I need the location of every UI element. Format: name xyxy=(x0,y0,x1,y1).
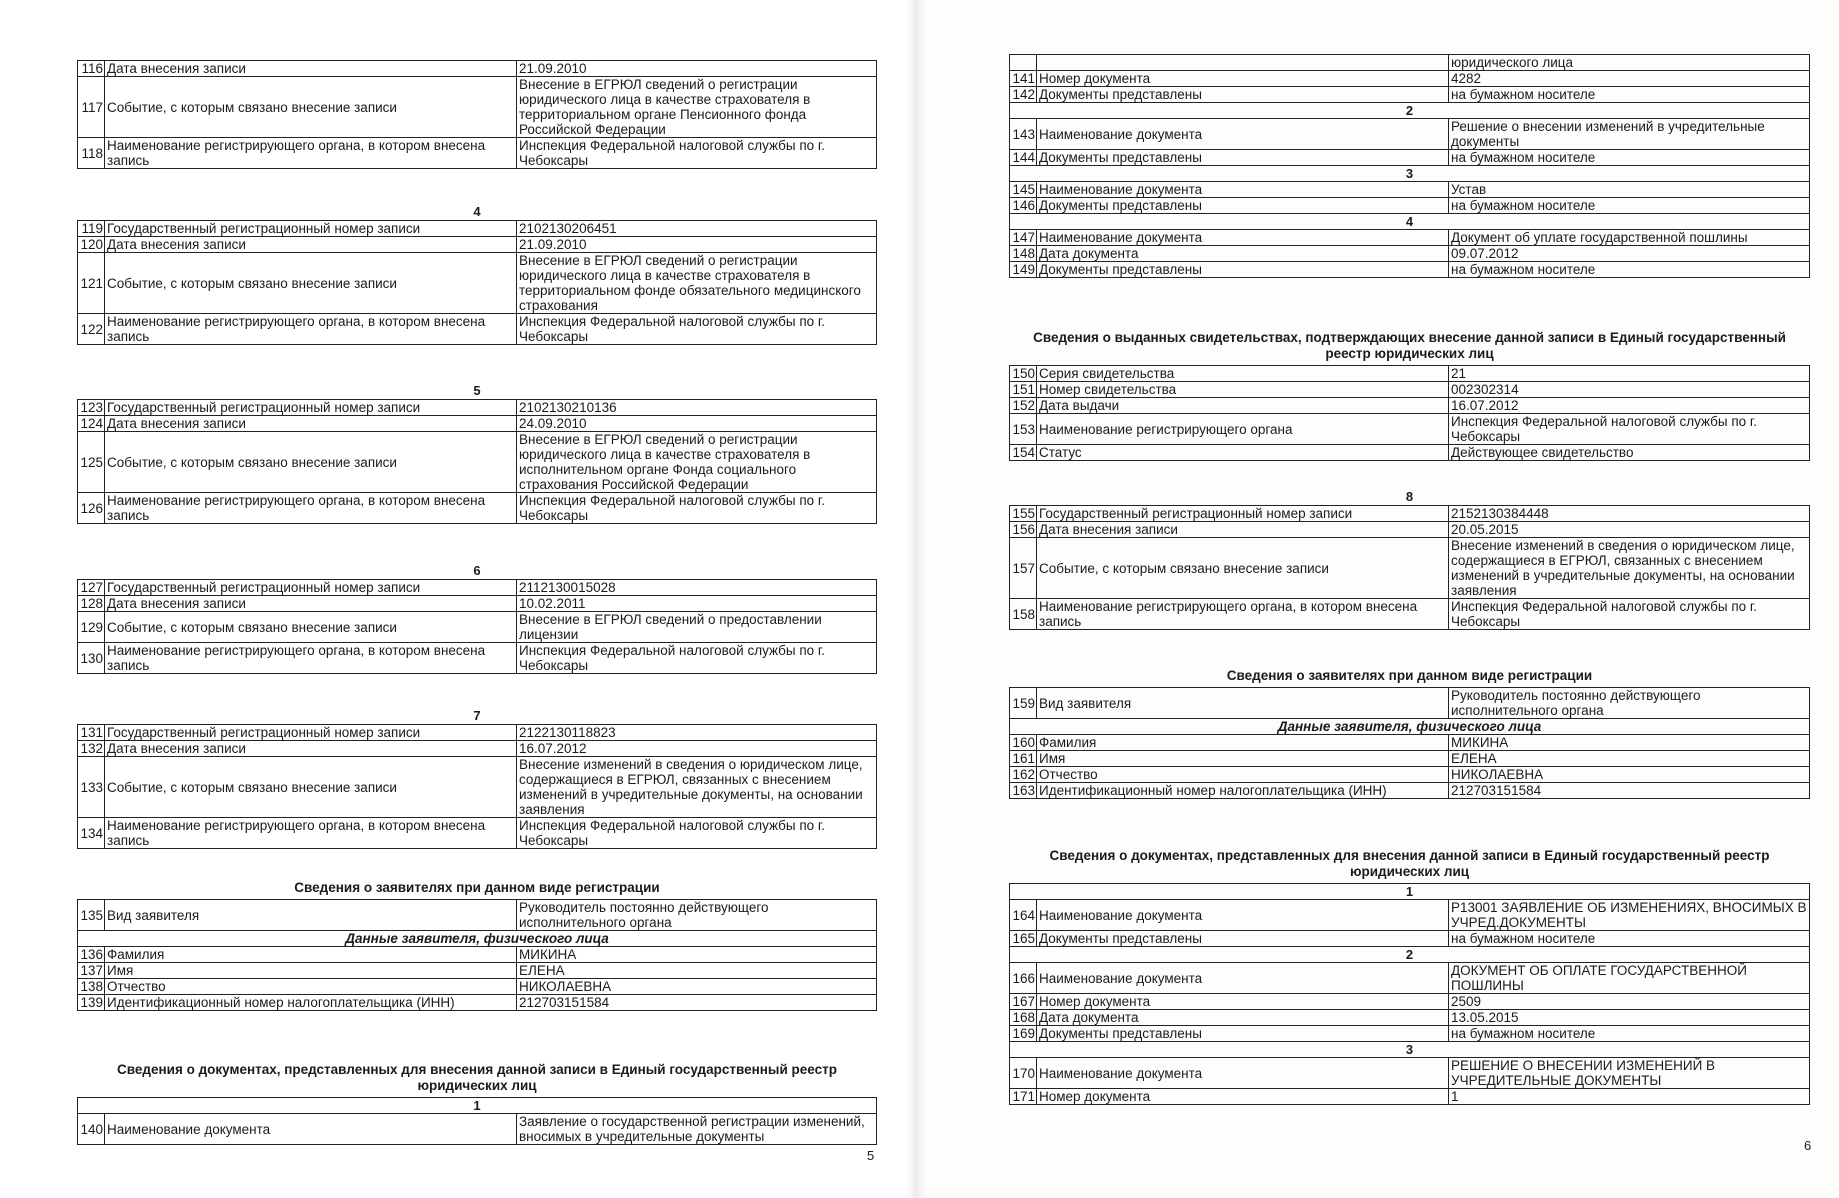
table-row xyxy=(78,314,877,345)
table-row xyxy=(1010,119,1810,150)
table-row xyxy=(78,757,877,818)
field-name: Государственный регистрационный номер записи xyxy=(105,725,517,741)
field-value: 2152130384448 xyxy=(1449,506,1810,522)
field-name: Отчество xyxy=(1037,767,1449,783)
table-row xyxy=(1010,963,1810,994)
page-number: 5 xyxy=(867,1148,875,1163)
record-block xyxy=(77,204,877,345)
field-name: Государственный регистрационный номер записи xyxy=(105,580,517,596)
record-section-number: 4 xyxy=(473,204,481,219)
field-name: Дата внесения записи xyxy=(105,416,517,432)
field-name: Наименование регистрирующего органа, в котором внесена запись xyxy=(105,493,517,524)
field-value: 10.02.2011 xyxy=(517,596,877,612)
row-number: 155 xyxy=(1010,506,1037,522)
table-row xyxy=(1010,103,1810,119)
field-value: Внесение изменений в сведения о юридическом лице, содержащиеся в ЕГРЮЛ, связанных с внесением изменений в учредительные документы, на основании заявления xyxy=(1449,538,1810,599)
page-number: 6 xyxy=(1804,1138,1812,1153)
field-value: 2102130206451 xyxy=(517,221,877,237)
document-number-row: 3 xyxy=(1010,166,1810,182)
table-row xyxy=(1010,1010,1810,1026)
field-value: НИКОЛАЕВНА xyxy=(517,979,877,995)
record-block xyxy=(1009,330,1810,461)
table-row xyxy=(1010,71,1810,87)
row-number: 121 xyxy=(78,253,105,314)
record-table xyxy=(77,899,877,1011)
field-value: 2509 xyxy=(1449,994,1810,1010)
field-value: 13.05.2015 xyxy=(1449,1010,1810,1026)
section-heading: Сведения о заявителях при данном виде регистрации xyxy=(294,880,660,895)
row-number: 130 xyxy=(78,643,105,674)
field-value: ЕЛЕНА xyxy=(1449,751,1810,767)
field-name: Дата внесения записи xyxy=(105,237,517,253)
row-number: 140 xyxy=(78,1114,105,1145)
table-row xyxy=(1010,366,1810,382)
field-name xyxy=(1037,55,1449,71)
field-value: Руководитель постоянно действующего исполнительного органа xyxy=(517,900,877,931)
record-table xyxy=(1009,365,1810,461)
row-number: 154 xyxy=(1010,445,1037,461)
field-name: Наименование документа xyxy=(1037,230,1449,246)
table-row xyxy=(78,818,877,849)
table-row xyxy=(1010,87,1810,103)
table-row xyxy=(1010,1089,1810,1105)
field-name: Государственный регистрационный номер записи xyxy=(105,221,517,237)
field-name: Документы представлены xyxy=(1037,150,1449,166)
field-value: Документ об уплате государственной пошлины xyxy=(1449,230,1810,246)
row-number: 133 xyxy=(78,757,105,818)
table-row xyxy=(78,979,877,995)
field-name: Серия свидетельства xyxy=(1037,366,1449,382)
table-row xyxy=(78,580,877,596)
row-number: 145 xyxy=(1010,182,1037,198)
table-row xyxy=(78,725,877,741)
row-number: 160 xyxy=(1010,735,1037,751)
table-row xyxy=(78,612,877,643)
row-number: 143 xyxy=(1010,119,1037,150)
field-name: Документы представлены xyxy=(1037,262,1449,278)
record-table xyxy=(77,579,877,674)
table-row xyxy=(78,416,877,432)
applicant-subheading: Данные заявителя, физического лица xyxy=(1010,719,1810,735)
row-number: 163 xyxy=(1010,783,1037,799)
record-block xyxy=(1009,489,1810,630)
field-name: Отчество xyxy=(105,979,517,995)
table-row xyxy=(1010,751,1810,767)
field-value: Р13001 ЗАЯВЛЕНИЕ ОБ ИЗМЕНЕНИЯХ, ВНОСИМЫХ В УЧРЕД.ДОКУМЕНТЫ xyxy=(1449,900,1810,931)
table-row xyxy=(1010,262,1810,278)
field-name: Вид заявителя xyxy=(105,900,517,931)
row-number: 142 xyxy=(1010,87,1037,103)
row-number: 117 xyxy=(78,77,105,138)
field-value: Инспекция Федеральной налоговой службы по г. Чебоксары xyxy=(517,138,877,169)
row-number: 118 xyxy=(78,138,105,169)
field-value: Инспекция Федеральной налоговой службы по г. Чебоксары xyxy=(1449,599,1810,630)
field-value: 21.09.2010 xyxy=(517,61,877,77)
record-table xyxy=(1009,687,1810,799)
field-value: 4282 xyxy=(1449,71,1810,87)
row-number: 127 xyxy=(78,580,105,596)
field-name: Имя xyxy=(1037,751,1449,767)
row-number: 147 xyxy=(1010,230,1037,246)
table-row xyxy=(1010,166,1810,182)
document-number-row: 4 xyxy=(1010,214,1810,230)
table-row xyxy=(1010,230,1810,246)
field-name: Событие, с которым связано внесение записи xyxy=(105,77,517,138)
field-value: на бумажном носителе xyxy=(1449,87,1810,103)
row-number: 129 xyxy=(78,612,105,643)
row-number: 137 xyxy=(78,963,105,979)
record-table xyxy=(77,399,877,524)
record-block xyxy=(1009,54,1810,278)
table-row xyxy=(78,138,877,169)
row-number: 168 xyxy=(1010,1010,1037,1026)
right-page xyxy=(916,0,1839,1198)
field-name: Дата внесения записи xyxy=(105,596,517,612)
record-block xyxy=(1009,848,1810,1105)
row-number: 136 xyxy=(78,947,105,963)
field-value: Заявление о государственной регистрации изменений, вносимых в учредительные документы xyxy=(517,1114,877,1145)
field-value: на бумажном носителе xyxy=(1449,931,1810,947)
document-number-row: 1 xyxy=(78,1098,877,1114)
field-name: Государственный регистрационный номер записи xyxy=(105,400,517,416)
field-name: Наименование документа xyxy=(1037,182,1449,198)
field-value: Внесение в ЕГРЮЛ сведений о регистрации юридического лица в качестве страхователя в территориальном фонде обязательного медицинского страхования xyxy=(517,253,877,314)
record-block xyxy=(77,383,877,524)
record-block xyxy=(77,60,877,169)
field-name: Событие, с которым связано внесение записи xyxy=(105,432,517,493)
row-number: 159 xyxy=(1010,688,1037,719)
field-value: на бумажном носителе xyxy=(1449,1026,1810,1042)
field-value: 2102130210136 xyxy=(517,400,877,416)
table-row xyxy=(1010,506,1810,522)
left-page xyxy=(0,0,916,1198)
section-heading: Сведения о документах, представленных для внесения данной записи в Единый государственный реестр юридических лиц xyxy=(117,1062,837,1093)
row-number: 148 xyxy=(1010,246,1037,262)
field-name: Событие, с которым связано внесение записи xyxy=(105,612,517,643)
field-name: Идентификационный номер налогоплательщика (ИНН) xyxy=(1037,783,1449,799)
field-name: Дата внесения записи xyxy=(1037,522,1449,538)
table-row xyxy=(78,741,877,757)
field-value: Инспекция Федеральной налоговой службы по г. Чебоксары xyxy=(1449,414,1810,445)
record-table xyxy=(77,60,877,169)
table-row xyxy=(1010,719,1810,735)
row-number: 120 xyxy=(78,237,105,253)
field-value: Внесение изменений в сведения о юридическом лице, содержащиеся в ЕГРЮЛ, связанных с внесением изменений в учредительные документы, на основании заявления xyxy=(517,757,877,818)
field-value: Инспекция Федеральной налоговой службы по г. Чебоксары xyxy=(517,493,877,524)
field-value: 24.09.2010 xyxy=(517,416,877,432)
table-row xyxy=(1010,55,1810,71)
table-row xyxy=(1010,1042,1810,1058)
field-value: МИКИНА xyxy=(1449,735,1810,751)
field-name: Наименование документа xyxy=(105,1114,517,1145)
table-row xyxy=(78,900,877,931)
field-name: Имя xyxy=(105,963,517,979)
table-row xyxy=(1010,599,1810,630)
field-value: МИКИНА xyxy=(517,947,877,963)
row-number: 128 xyxy=(78,596,105,612)
field-value: Руководитель постоянно действующего исполнительного органа xyxy=(1449,688,1810,719)
table-row xyxy=(1010,182,1810,198)
table-row xyxy=(1010,198,1810,214)
table-row xyxy=(1010,1026,1810,1042)
field-value: 21 xyxy=(1449,366,1810,382)
field-value: 20.05.2015 xyxy=(1449,522,1810,538)
record-table xyxy=(1009,54,1810,278)
table-row xyxy=(78,237,877,253)
field-value: 212703151584 xyxy=(1449,783,1810,799)
field-name: Фамилия xyxy=(1037,735,1449,751)
table-row xyxy=(78,596,877,612)
record-section-number: 5 xyxy=(473,383,481,398)
row-number: 126 xyxy=(78,493,105,524)
field-name: Идентификационный номер налогоплательщика (ИНН) xyxy=(105,995,517,1011)
field-value: юридического лица xyxy=(1449,55,1810,71)
field-name: Наименование документа xyxy=(1037,119,1449,150)
field-name: Вид заявителя xyxy=(1037,688,1449,719)
field-name: Наименование документа xyxy=(1037,963,1449,994)
field-name: Номер свидетельства xyxy=(1037,382,1449,398)
field-value: Инспекция Федеральной налоговой службы по г. Чебоксары xyxy=(517,314,877,345)
field-name: Наименование регистрирующего органа xyxy=(1037,414,1449,445)
row-number: 150 xyxy=(1010,366,1037,382)
table-row xyxy=(78,493,877,524)
table-row xyxy=(1010,994,1810,1010)
row-number: 139 xyxy=(78,995,105,1011)
table-row xyxy=(1010,767,1810,783)
table-row xyxy=(78,1114,877,1145)
field-value: ДОКУМЕНТ ОБ ОПЛАТЕ ГОСУДАРСТВЕННОЙ ПОШЛИНЫ xyxy=(1449,963,1810,994)
field-name: Дата документа xyxy=(1037,246,1449,262)
document-number-row: 2 xyxy=(1010,103,1810,119)
row-number: 164 xyxy=(1010,900,1037,931)
row-number: 141 xyxy=(1010,71,1037,87)
field-name: Наименование регистрирующего органа, в котором внесена запись xyxy=(105,643,517,674)
field-value: Внесение в ЕГРЮЛ сведений о регистрации юридического лица в качестве страхователя в территориальном органе Пенсионного фонда Российской Федерации xyxy=(517,77,877,138)
table-row xyxy=(1010,382,1810,398)
row-number: 171 xyxy=(1010,1089,1037,1105)
row-number: 162 xyxy=(1010,767,1037,783)
table-row xyxy=(1010,783,1810,799)
field-name: Статус xyxy=(1037,445,1449,461)
table-row xyxy=(78,77,877,138)
record-table xyxy=(1009,505,1810,630)
table-row xyxy=(78,61,877,77)
record-table xyxy=(1009,883,1810,1105)
field-name: Наименование регистрирующего органа, в котором внесена запись xyxy=(105,138,517,169)
table-row xyxy=(1010,688,1810,719)
record-block xyxy=(77,880,877,1011)
section-heading: Сведения о документах, представленных для внесения данной записи в Единый государственный реестр юридических лиц xyxy=(1049,848,1770,879)
row-number: 119 xyxy=(78,221,105,237)
field-value: Инспекция Федеральной налоговой службы по г. Чебоксары xyxy=(517,818,877,849)
field-value: Устав xyxy=(1449,182,1810,198)
field-name: Номер документа xyxy=(1037,994,1449,1010)
record-block xyxy=(77,563,877,674)
table-row xyxy=(1010,931,1810,947)
row-number: 170 xyxy=(1010,1058,1037,1089)
table-row xyxy=(1010,538,1810,599)
table-row xyxy=(1010,884,1810,900)
table-row xyxy=(1010,150,1810,166)
applicant-subheading: Данные заявителя, физического лица xyxy=(78,931,877,947)
field-value: 212703151584 xyxy=(517,995,877,1011)
field-value: РЕШЕНИЕ О ВНЕСЕНИИ ИЗМЕНЕНИЙ В УЧРЕДИТЕЛЬНЫЕ ДОКУМЕНТЫ xyxy=(1449,1058,1810,1089)
field-value: на бумажном носителе xyxy=(1449,198,1810,214)
row-number: 132 xyxy=(78,741,105,757)
field-name: Наименование документа xyxy=(1037,900,1449,931)
field-value: на бумажном носителе xyxy=(1449,262,1810,278)
table-row xyxy=(1010,398,1810,414)
row-number: 156 xyxy=(1010,522,1037,538)
field-name: Наименование регистрирующего органа, в котором внесена запись xyxy=(105,314,517,345)
field-name: Документы представлены xyxy=(1037,87,1449,103)
row-number: 116 xyxy=(78,61,105,77)
table-row xyxy=(78,947,877,963)
field-value: Внесение в ЕГРЮЛ сведений о предоставлении лицензии xyxy=(517,612,877,643)
field-value: на бумажном носителе xyxy=(1449,150,1810,166)
row-number: 149 xyxy=(1010,262,1037,278)
record-section-number: 8 xyxy=(1405,489,1414,504)
record-block xyxy=(77,708,877,849)
row-number: 124 xyxy=(78,416,105,432)
record-table xyxy=(77,1097,877,1145)
field-name: Фамилия xyxy=(105,947,517,963)
field-name: Номер документа xyxy=(1037,1089,1449,1105)
row-number: 161 xyxy=(1010,751,1037,767)
table-row xyxy=(1010,214,1810,230)
field-name: Номер документа xyxy=(1037,71,1449,87)
field-name: Событие, с которым связано внесение записи xyxy=(105,757,517,818)
row-number: 134 xyxy=(78,818,105,849)
row-number: 157 xyxy=(1010,538,1037,599)
field-name: Событие, с которым связано внесение записи xyxy=(1037,538,1449,599)
record-section-number: 6 xyxy=(473,563,481,578)
table-row xyxy=(1010,735,1810,751)
row-number: 165 xyxy=(1010,931,1037,947)
section-heading: Сведения о заявителях при данном виде регистрации xyxy=(1226,668,1593,683)
row-number: 131 xyxy=(78,725,105,741)
book-spine-shadow xyxy=(905,0,927,1198)
section-heading: Сведения о выданных свидетельствах, подтверждающих внесение данной записи в Единый государственный реестр юридических лиц xyxy=(1033,330,1786,361)
table-row xyxy=(78,1098,877,1114)
record-section-number: 7 xyxy=(473,708,481,723)
row-number: 158 xyxy=(1010,599,1037,630)
row-number: 169 xyxy=(1010,1026,1037,1042)
table-row xyxy=(1010,1058,1810,1089)
record-block xyxy=(1009,668,1810,799)
table-row xyxy=(1010,445,1810,461)
table-row xyxy=(1010,414,1810,445)
field-name: Дата документа xyxy=(1037,1010,1449,1026)
field-value: Решение о внесении изменений в учредительные документы xyxy=(1449,119,1810,150)
field-name: Дата внесения записи xyxy=(105,61,517,77)
table-row xyxy=(78,221,877,237)
field-value: 2112130015028 xyxy=(517,580,877,596)
row-number: 122 xyxy=(78,314,105,345)
table-row xyxy=(78,643,877,674)
field-name: Дата выдачи xyxy=(1037,398,1449,414)
row-number: 123 xyxy=(78,400,105,416)
record-block xyxy=(77,1062,877,1145)
table-row xyxy=(78,931,877,947)
record-table xyxy=(77,220,877,345)
row-number: 146 xyxy=(1010,198,1037,214)
row-number: 138 xyxy=(78,979,105,995)
table-row xyxy=(78,995,877,1011)
field-value: 16.07.2012 xyxy=(517,741,877,757)
field-name: Наименование регистрирующего органа, в котором внесена запись xyxy=(105,818,517,849)
field-name: Государственный регистрационный номер записи xyxy=(1037,506,1449,522)
table-row xyxy=(78,400,877,416)
field-value: Инспекция Федеральной налоговой службы по г. Чебоксары xyxy=(517,643,877,674)
field-value: 1 xyxy=(1449,1089,1810,1105)
table-row xyxy=(1010,900,1810,931)
field-value: 2122130118823 xyxy=(517,725,877,741)
record-table xyxy=(77,724,877,849)
table-row xyxy=(1010,947,1810,963)
field-value: ЕЛЕНА xyxy=(517,963,877,979)
table-row xyxy=(1010,522,1810,538)
table-row xyxy=(78,253,877,314)
row-number: 144 xyxy=(1010,150,1037,166)
row-number: 152 xyxy=(1010,398,1037,414)
field-value: 09.07.2012 xyxy=(1449,246,1810,262)
field-name: Наименование регистрирующего органа, в котором внесена запись xyxy=(1037,599,1449,630)
document-number-row: 1 xyxy=(1010,884,1810,900)
field-name: Наименование документа xyxy=(1037,1058,1449,1089)
row-number xyxy=(1010,55,1037,71)
row-number: 166 xyxy=(1010,963,1037,994)
document-number-row: 3 xyxy=(1010,1042,1810,1058)
table-row xyxy=(78,963,877,979)
field-name: Документы представлены xyxy=(1037,1026,1449,1042)
field-name: Событие, с которым связано внесение записи xyxy=(105,253,517,314)
table-row xyxy=(1010,246,1810,262)
field-name: Дата внесения записи xyxy=(105,741,517,757)
row-number: 125 xyxy=(78,432,105,493)
document-number-row: 2 xyxy=(1010,947,1810,963)
field-value: Внесение в ЕГРЮЛ сведений о регистрации юридического лица в качестве страхователя в исполнительном органе Фонда социального страхования Российской Федерации xyxy=(517,432,877,493)
row-number: 153 xyxy=(1010,414,1037,445)
field-name: Документы представлены xyxy=(1037,198,1449,214)
row-number: 167 xyxy=(1010,994,1037,1010)
row-number: 151 xyxy=(1010,382,1037,398)
field-value: 16.07.2012 xyxy=(1449,398,1810,414)
field-value: 002302314 xyxy=(1449,382,1810,398)
field-value: 21.09.2010 xyxy=(517,237,877,253)
row-number: 135 xyxy=(78,900,105,931)
table-row xyxy=(78,432,877,493)
field-value: НИКОЛАЕВНА xyxy=(1449,767,1810,783)
field-name: Документы представлены xyxy=(1037,931,1449,947)
field-value: Действующее свидетельство xyxy=(1449,445,1810,461)
